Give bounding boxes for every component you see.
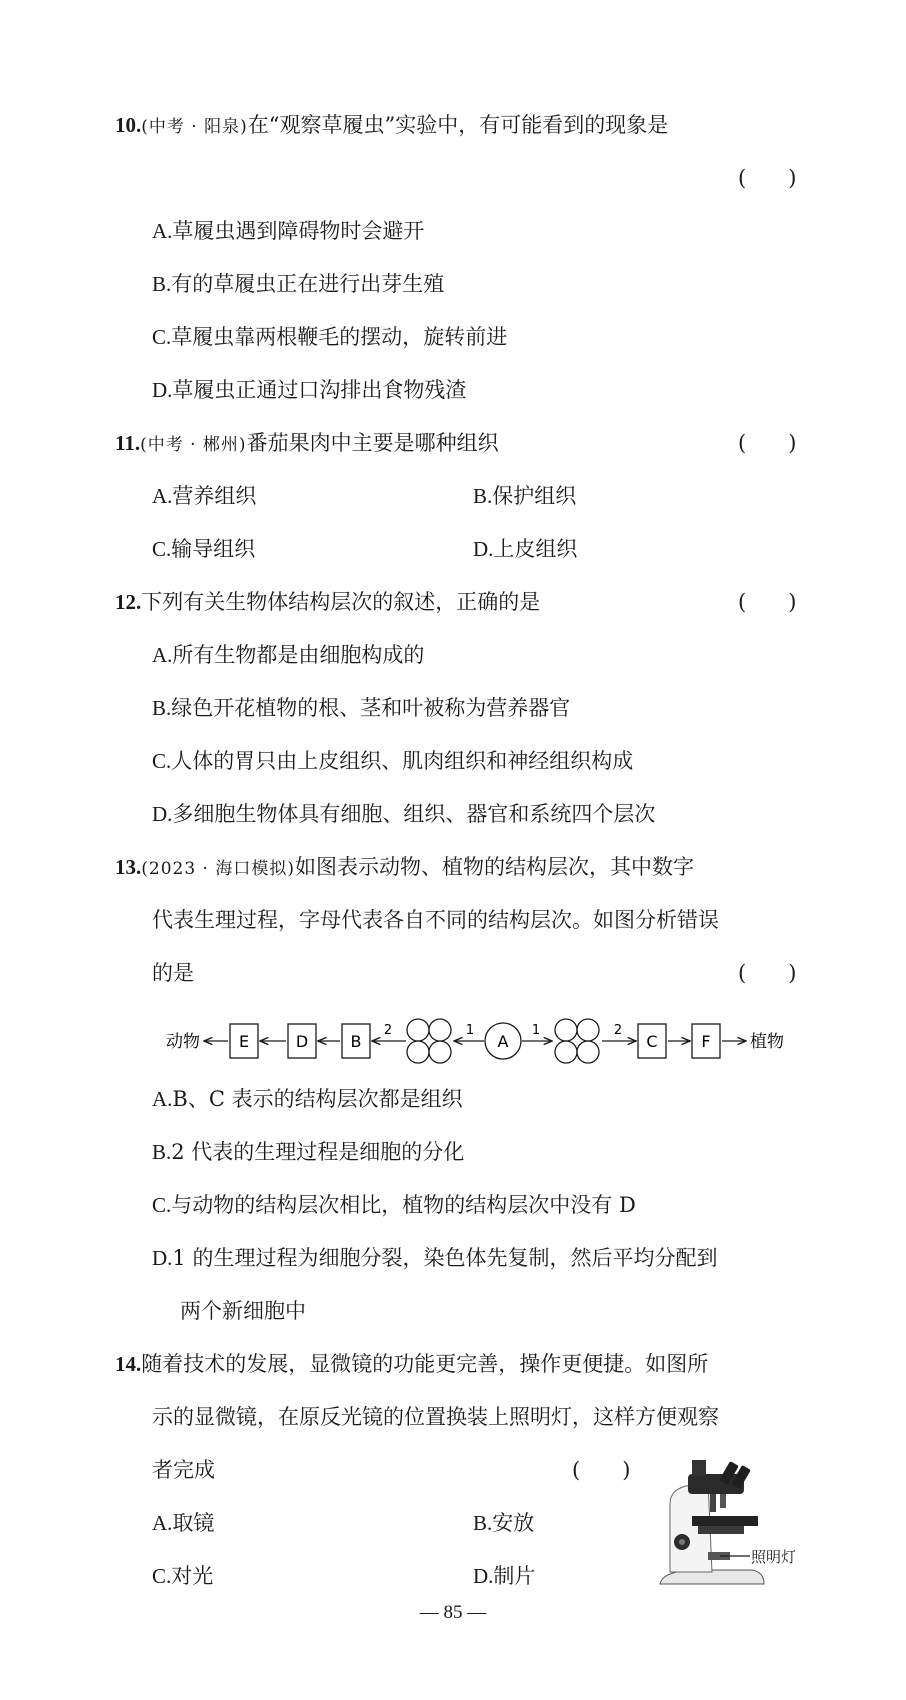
q10-source: (中考 · 阳泉) xyxy=(141,117,248,137)
q14-number: 14. xyxy=(115,1352,142,1376)
lamp-label: 照明灯 xyxy=(751,1548,797,1566)
q11-stem xyxy=(115,428,499,460)
q10-option-b: B.有的草履虫正在进行出芽生殖 xyxy=(152,272,445,296)
q14-stem-line-3: 者完成 xyxy=(152,1458,215,1482)
diagram-animal-label: 动物 xyxy=(166,1032,200,1052)
q13-option-c: C.与动物的结构层次相比，植物的结构层次中没有 D xyxy=(152,1193,636,1217)
box-e-label: E xyxy=(238,1032,250,1051)
q14-answer-paren: ( ) xyxy=(572,1458,631,1482)
q12-stem xyxy=(115,587,540,617)
q14-option-a: A.取镜 xyxy=(152,1511,215,1535)
q14-option-d: D.制片 xyxy=(473,1564,536,1588)
q13-number: 13. xyxy=(115,855,142,879)
q10-answer-paren: ( ) xyxy=(738,166,797,190)
q13-source: (2023 · 海口模拟) xyxy=(141,859,295,879)
q12-number: 12. xyxy=(115,590,142,614)
q11-answer-paren: ( ) xyxy=(738,431,797,455)
q12-option-b: B.绿色开花植物的根、茎和叶被称为营养器官 xyxy=(152,696,571,720)
box-f-label: F xyxy=(701,1032,711,1051)
q13-option-d-continued: 两个新细胞中 xyxy=(180,1299,306,1323)
q13-stem-line-3: 的是 xyxy=(152,961,194,985)
four-cells-left xyxy=(407,1019,451,1063)
q13-stem xyxy=(115,852,694,884)
q10-stem xyxy=(115,110,668,142)
microscope-image xyxy=(652,1460,812,1598)
q14-stem-line-1: 随着技术的发展，显微镜的功能更完善，操作更便捷。如图所 xyxy=(141,1352,709,1376)
page-number: — 85 — xyxy=(419,1602,487,1623)
q10-stem-line-1: 在“观察草履虫”实验中，有可能看到的现象是 xyxy=(247,113,669,137)
q12-stem-line-1: 下列有关生物体结构层次的叙述，正确的是 xyxy=(141,590,541,614)
structure-level-diagram xyxy=(160,1012,800,1070)
box-b-label: B xyxy=(350,1032,362,1051)
q11-option-b: B.保护组织 xyxy=(473,484,577,508)
box-d-label: D xyxy=(295,1032,309,1051)
q10-option-a: A.草履虫遇到障碍物时会避开 xyxy=(152,219,425,243)
q11-option-d: D.上皮组织 xyxy=(473,537,578,561)
diagram-plant-label: 植物 xyxy=(750,1032,784,1052)
four-cells-right xyxy=(555,1019,599,1063)
arrow-1-left-label: 1 xyxy=(465,1023,475,1038)
q11-option-c: C.输导组织 xyxy=(152,537,256,561)
arrow-2-right-label: 2 xyxy=(613,1023,623,1038)
q13-option-b: B.2 代表的生理过程是细胞的分化 xyxy=(152,1140,465,1164)
q10-option-d: D.草履虫正通过口沟排出食物残渣 xyxy=(152,378,467,402)
q14-option-b: B.安放 xyxy=(473,1511,535,1535)
box-c-label: C xyxy=(646,1032,658,1051)
q13-option-a: A.B、C 表示的结构层次都是组织 xyxy=(152,1087,463,1111)
q12-answer-paren: ( ) xyxy=(738,590,797,614)
q11-source: (中考 · 郴州) xyxy=(140,435,247,455)
q11-stem-line-1: 番茄果肉中主要是哪种组织 xyxy=(246,431,499,455)
q14-stem xyxy=(115,1349,708,1379)
q13-stem-line-1: 如图表示动物、植物的结构层次，其中数字 xyxy=(295,855,694,879)
q11-option-a: A.营养组织 xyxy=(152,484,257,508)
q10-option-c: C.草履虫靠两根鞭毛的摆动，旋转前进 xyxy=(152,325,508,349)
cell-a-label: A xyxy=(497,1032,509,1051)
q14-option-c: C.对光 xyxy=(152,1564,214,1588)
q12-option-c: C.人体的胃只由上皮组织、肌肉组织和神经组织构成 xyxy=(152,749,634,773)
q14-stem-line-2: 示的显微镜，在原反光镜的位置换装上照明灯，这样方便观察 xyxy=(152,1405,719,1429)
q12-option-a: A.所有生物都是由细胞构成的 xyxy=(152,643,425,667)
arrow-2-left-label: 2 xyxy=(383,1023,393,1038)
q10-number: 10. xyxy=(115,113,142,137)
q11-number: 11. xyxy=(115,431,141,455)
q13-answer-paren: ( ) xyxy=(738,961,797,985)
arrow-1-right-label: 1 xyxy=(531,1023,541,1038)
q13-stem-line-2: 代表生理过程，字母代表各自不同的结构层次。如图分析错误 xyxy=(152,908,719,932)
q12-option-d: D.多细胞生物体具有细胞、组织、器官和系统四个层次 xyxy=(152,802,656,826)
q13-option-d: D.1 的生理过程为细胞分裂，染色体先复制，然后平均分配到 xyxy=(152,1246,718,1270)
